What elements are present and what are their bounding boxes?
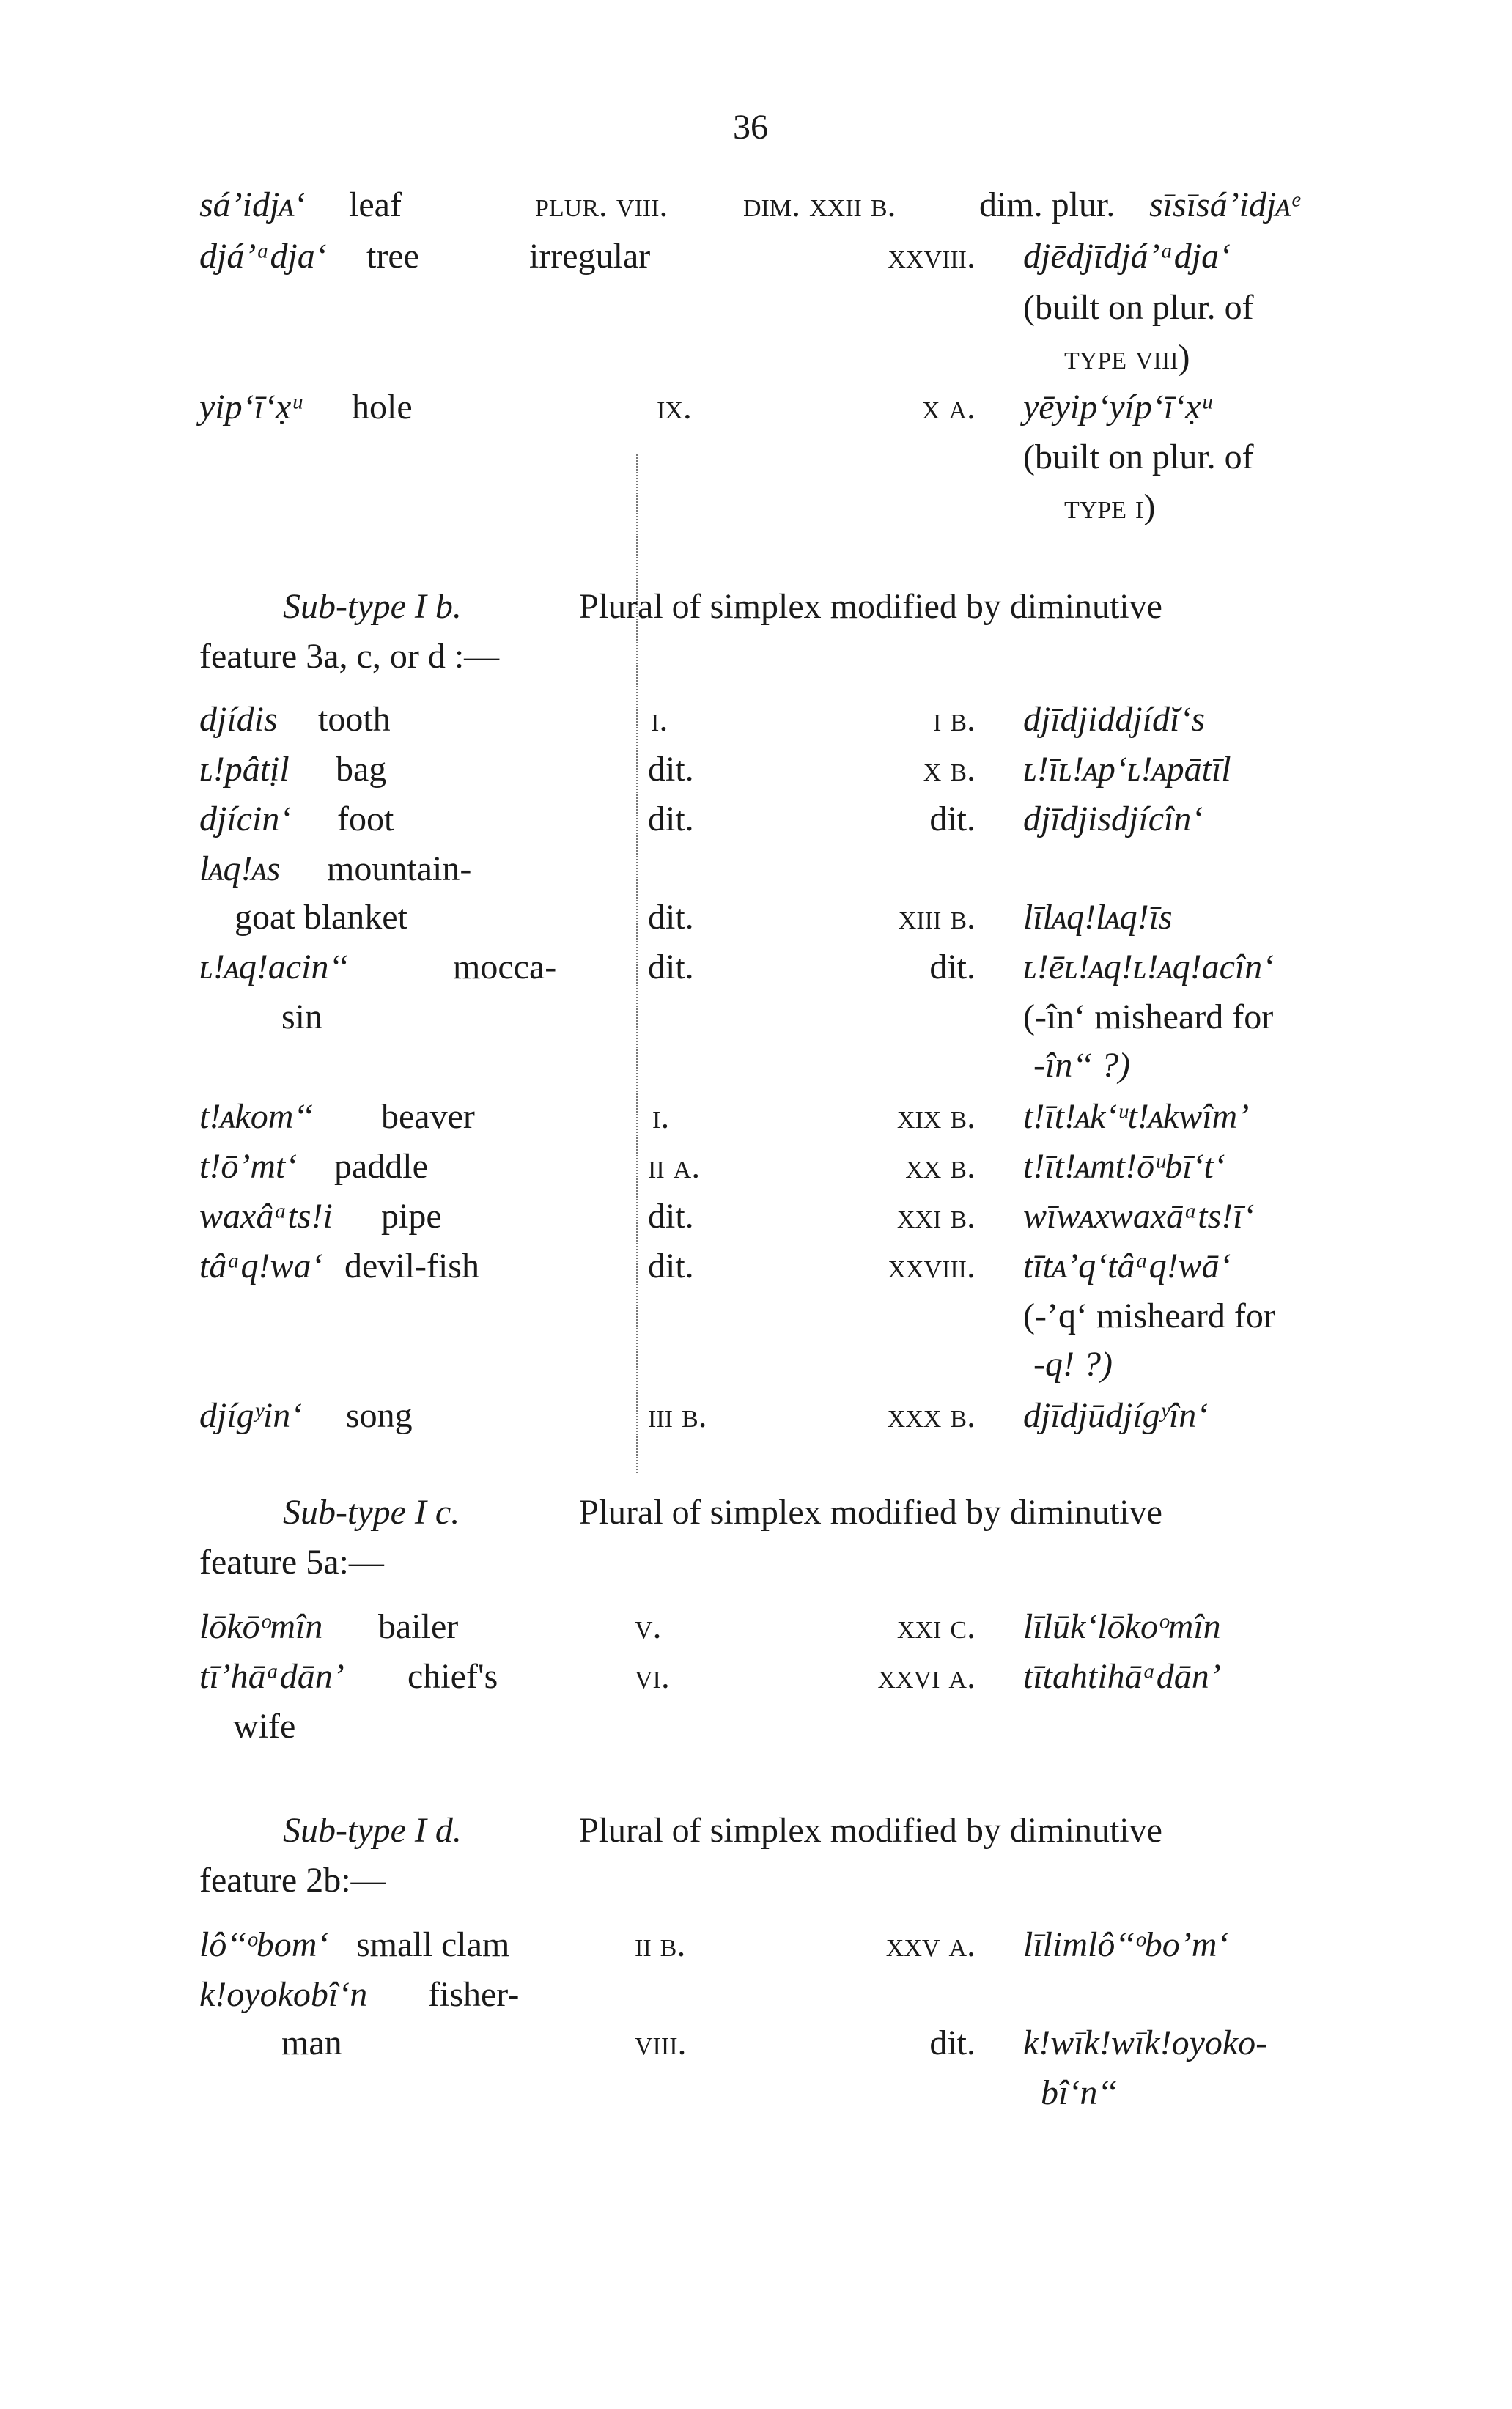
entry-form: ʟ!ēʟ!ᴀq!ʟ!ᴀq!acîn‘ [1023, 948, 1275, 986]
entry-type: xxvi a. [877, 1657, 976, 1696]
entry-type: xxv a. [885, 1925, 976, 1964]
entry-form: ʟ!īʟ!ᴀp‘ʟ!ᴀpātīl [1023, 750, 1231, 789]
section-label: Sub-type I c. [283, 1493, 460, 1532]
entry-word: djá’ᵃdja‘ [199, 237, 327, 276]
entry-type: xx b. [905, 1147, 976, 1186]
section-description: feature 2b:— [199, 1861, 386, 1900]
entry-plural: ii a. [648, 1147, 701, 1186]
entry-type: dit. [929, 800, 976, 838]
entry-gloss: sin [281, 997, 323, 1036]
entry-type: i b. [933, 700, 976, 739]
entry-note: type i) [1064, 487, 1156, 526]
entry-form: yēyip‘yíp‘ī‘x̣ᵘ [1023, 388, 1212, 427]
section-description: Plural of simplex modified by diminutive [579, 1811, 1162, 1850]
entry-note: type viii) [1064, 338, 1190, 377]
section-description: Plural of simplex modified by diminutive [579, 587, 1162, 626]
entry-word: waxâᵃts!i [199, 1197, 333, 1236]
entry-gloss: tooth [318, 700, 391, 739]
entry-gloss: mocca- [453, 948, 557, 986]
entry-word: t!ᴀkom‘‘ [199, 1097, 314, 1136]
entry-plural: dit. [648, 1247, 694, 1285]
entry-type: x b. [923, 750, 976, 789]
entry-gloss: bailer [378, 1607, 459, 1646]
entry-dim: dim. xxii b. [743, 185, 896, 224]
entry-gloss: chief's [407, 1657, 498, 1696]
entry-form: sīsīsá’idjᴀᵉ [1149, 185, 1300, 224]
entry-word: lᴀq!ᴀs [199, 849, 281, 888]
section-description: feature 5a:— [199, 1543, 384, 1582]
entry-form: djēdjīdjá’ᵃdja‘ [1023, 237, 1231, 276]
entry-gloss: wife [233, 1707, 296, 1746]
entry-word: djícin‘ [199, 800, 292, 838]
entry-plural: ii b. [635, 1925, 686, 1964]
entry-word: ʟ!ᴀq!acin‘‘ [199, 948, 349, 986]
entry-plural: plur. viii. [535, 185, 668, 224]
entry-plural: dit. [648, 750, 694, 789]
section-description: feature 3a, c, or d :— [199, 637, 500, 676]
entry-plural: vi. [635, 1657, 670, 1696]
entry-gloss: leaf [349, 185, 402, 224]
entry-form: tītᴀ’q‘tâᵃq!wā‘ [1023, 1247, 1231, 1285]
entry-plural: iii b. [648, 1396, 707, 1435]
entry-gloss: pipe [381, 1197, 442, 1236]
entry-note: (built on plur. of [1023, 288, 1254, 327]
entry-word: lōkōᵒmîn [199, 1607, 323, 1646]
entry-form: djīdjūdjígʸîn‘ [1023, 1396, 1209, 1435]
entry-gloss: tree [366, 237, 419, 276]
entry-type: xxi b. [896, 1197, 976, 1236]
entry-gloss: fisher- [428, 1975, 520, 2014]
entry-type: xxviii. [888, 237, 976, 276]
entry-gloss: goat blanket [235, 898, 407, 937]
entry-plural: ix. [657, 388, 692, 427]
entry-form: djīdjiddjídĭ‘s [1023, 700, 1206, 739]
entry-plural: dit. [648, 800, 694, 838]
entry-gloss: paddle [334, 1147, 428, 1186]
section-label: Sub-type I b. [283, 587, 462, 626]
entry-word: tī’hāᵃdān’ [199, 1657, 344, 1696]
entry-word: t!ō’mt‘ [199, 1147, 298, 1186]
entry-gloss: man [281, 2024, 342, 2062]
entry-type: xxx b. [887, 1396, 976, 1435]
entry-word: sá’idjᴀ‘ [199, 185, 306, 224]
entry-plural: dit. [648, 948, 694, 986]
entry-type: xxi c. [896, 1607, 976, 1646]
page-number: 36 [733, 108, 768, 147]
entry-plural: i. [652, 1097, 670, 1136]
entry-note: -în‘‘ ?) [1033, 1046, 1130, 1085]
entry-form: djīdjisdjícîn‘ [1023, 800, 1203, 838]
entry-form: t!īt!ᴀmt!ōᵘbī‘t‘ [1023, 1147, 1225, 1186]
entry-plural: dit. [648, 898, 694, 937]
entry-form: t!īt!ᴀk‘ᵘt!ᴀkwîm’ [1023, 1097, 1250, 1136]
entry-word: djígʸin‘ [199, 1396, 303, 1435]
entry-gloss: mountain- [327, 849, 472, 888]
entry-word: k!oyokobî‘n [199, 1975, 368, 2014]
entry-type: xix b. [896, 1097, 976, 1136]
entry-gloss: small clam [356, 1925, 510, 1964]
entry-type: xxviii. [888, 1247, 976, 1285]
entry-type: dit. [929, 2024, 976, 2062]
entry-dim-plur: dim. plur. [979, 185, 1115, 224]
entry-type: xiii b. [898, 898, 976, 937]
entry-form: k!wīk!wīk!oyoko- [1023, 2024, 1268, 2062]
entry-type: x a. [921, 388, 976, 427]
entry-plural: i. [651, 700, 668, 739]
entry-form: bî‘n‘‘ [1041, 2073, 1117, 2112]
entry-form: līlimlô‘‘ᵒbo’m‘ [1023, 1925, 1229, 1964]
entry-note: (built on plur. of [1023, 438, 1254, 476]
entry-form: līlᴀq!lᴀq!īs [1023, 898, 1173, 937]
entry-gloss: hole [352, 388, 413, 427]
section-label: Sub-type I d. [283, 1811, 462, 1850]
entry-note: -q! ?) [1033, 1345, 1113, 1384]
entry-gloss: devil-fish [344, 1247, 479, 1285]
entry-gloss: bag [336, 750, 387, 789]
entry-note: (-în‘ misheard for [1023, 997, 1274, 1036]
entry-form: wīwᴀxwaxāᵃts!ī‘ [1023, 1197, 1255, 1236]
entry-plural: v. [635, 1607, 662, 1646]
entry-gloss: foot [337, 800, 394, 838]
section-description: Plural of simplex modified by diminutive [579, 1493, 1162, 1532]
entry-form: līlūk‘lōkoᵒmîn [1023, 1607, 1221, 1646]
entry-note: (-’q‘ misheard for [1023, 1296, 1275, 1335]
entry-word: lô‘‘ᵒbom‘ [199, 1925, 329, 1964]
entry-gloss: beaver [381, 1097, 475, 1136]
entry-word: tâᵃq!wa‘ [199, 1247, 323, 1285]
entry-gloss: song [346, 1396, 413, 1435]
entry-type: dit. [929, 948, 976, 986]
entry-word: yip‘ī‘x̣ᵘ [199, 388, 302, 427]
entry-word: ʟ!pâtịl [199, 750, 290, 789]
entry-plural: viii. [635, 2024, 687, 2062]
entry-form: tītahtihāᵃdān’ [1023, 1657, 1221, 1696]
entry-word: djídis [199, 700, 278, 739]
entry-plural: irregular [529, 237, 651, 276]
entry-plural: dit. [648, 1197, 694, 1236]
